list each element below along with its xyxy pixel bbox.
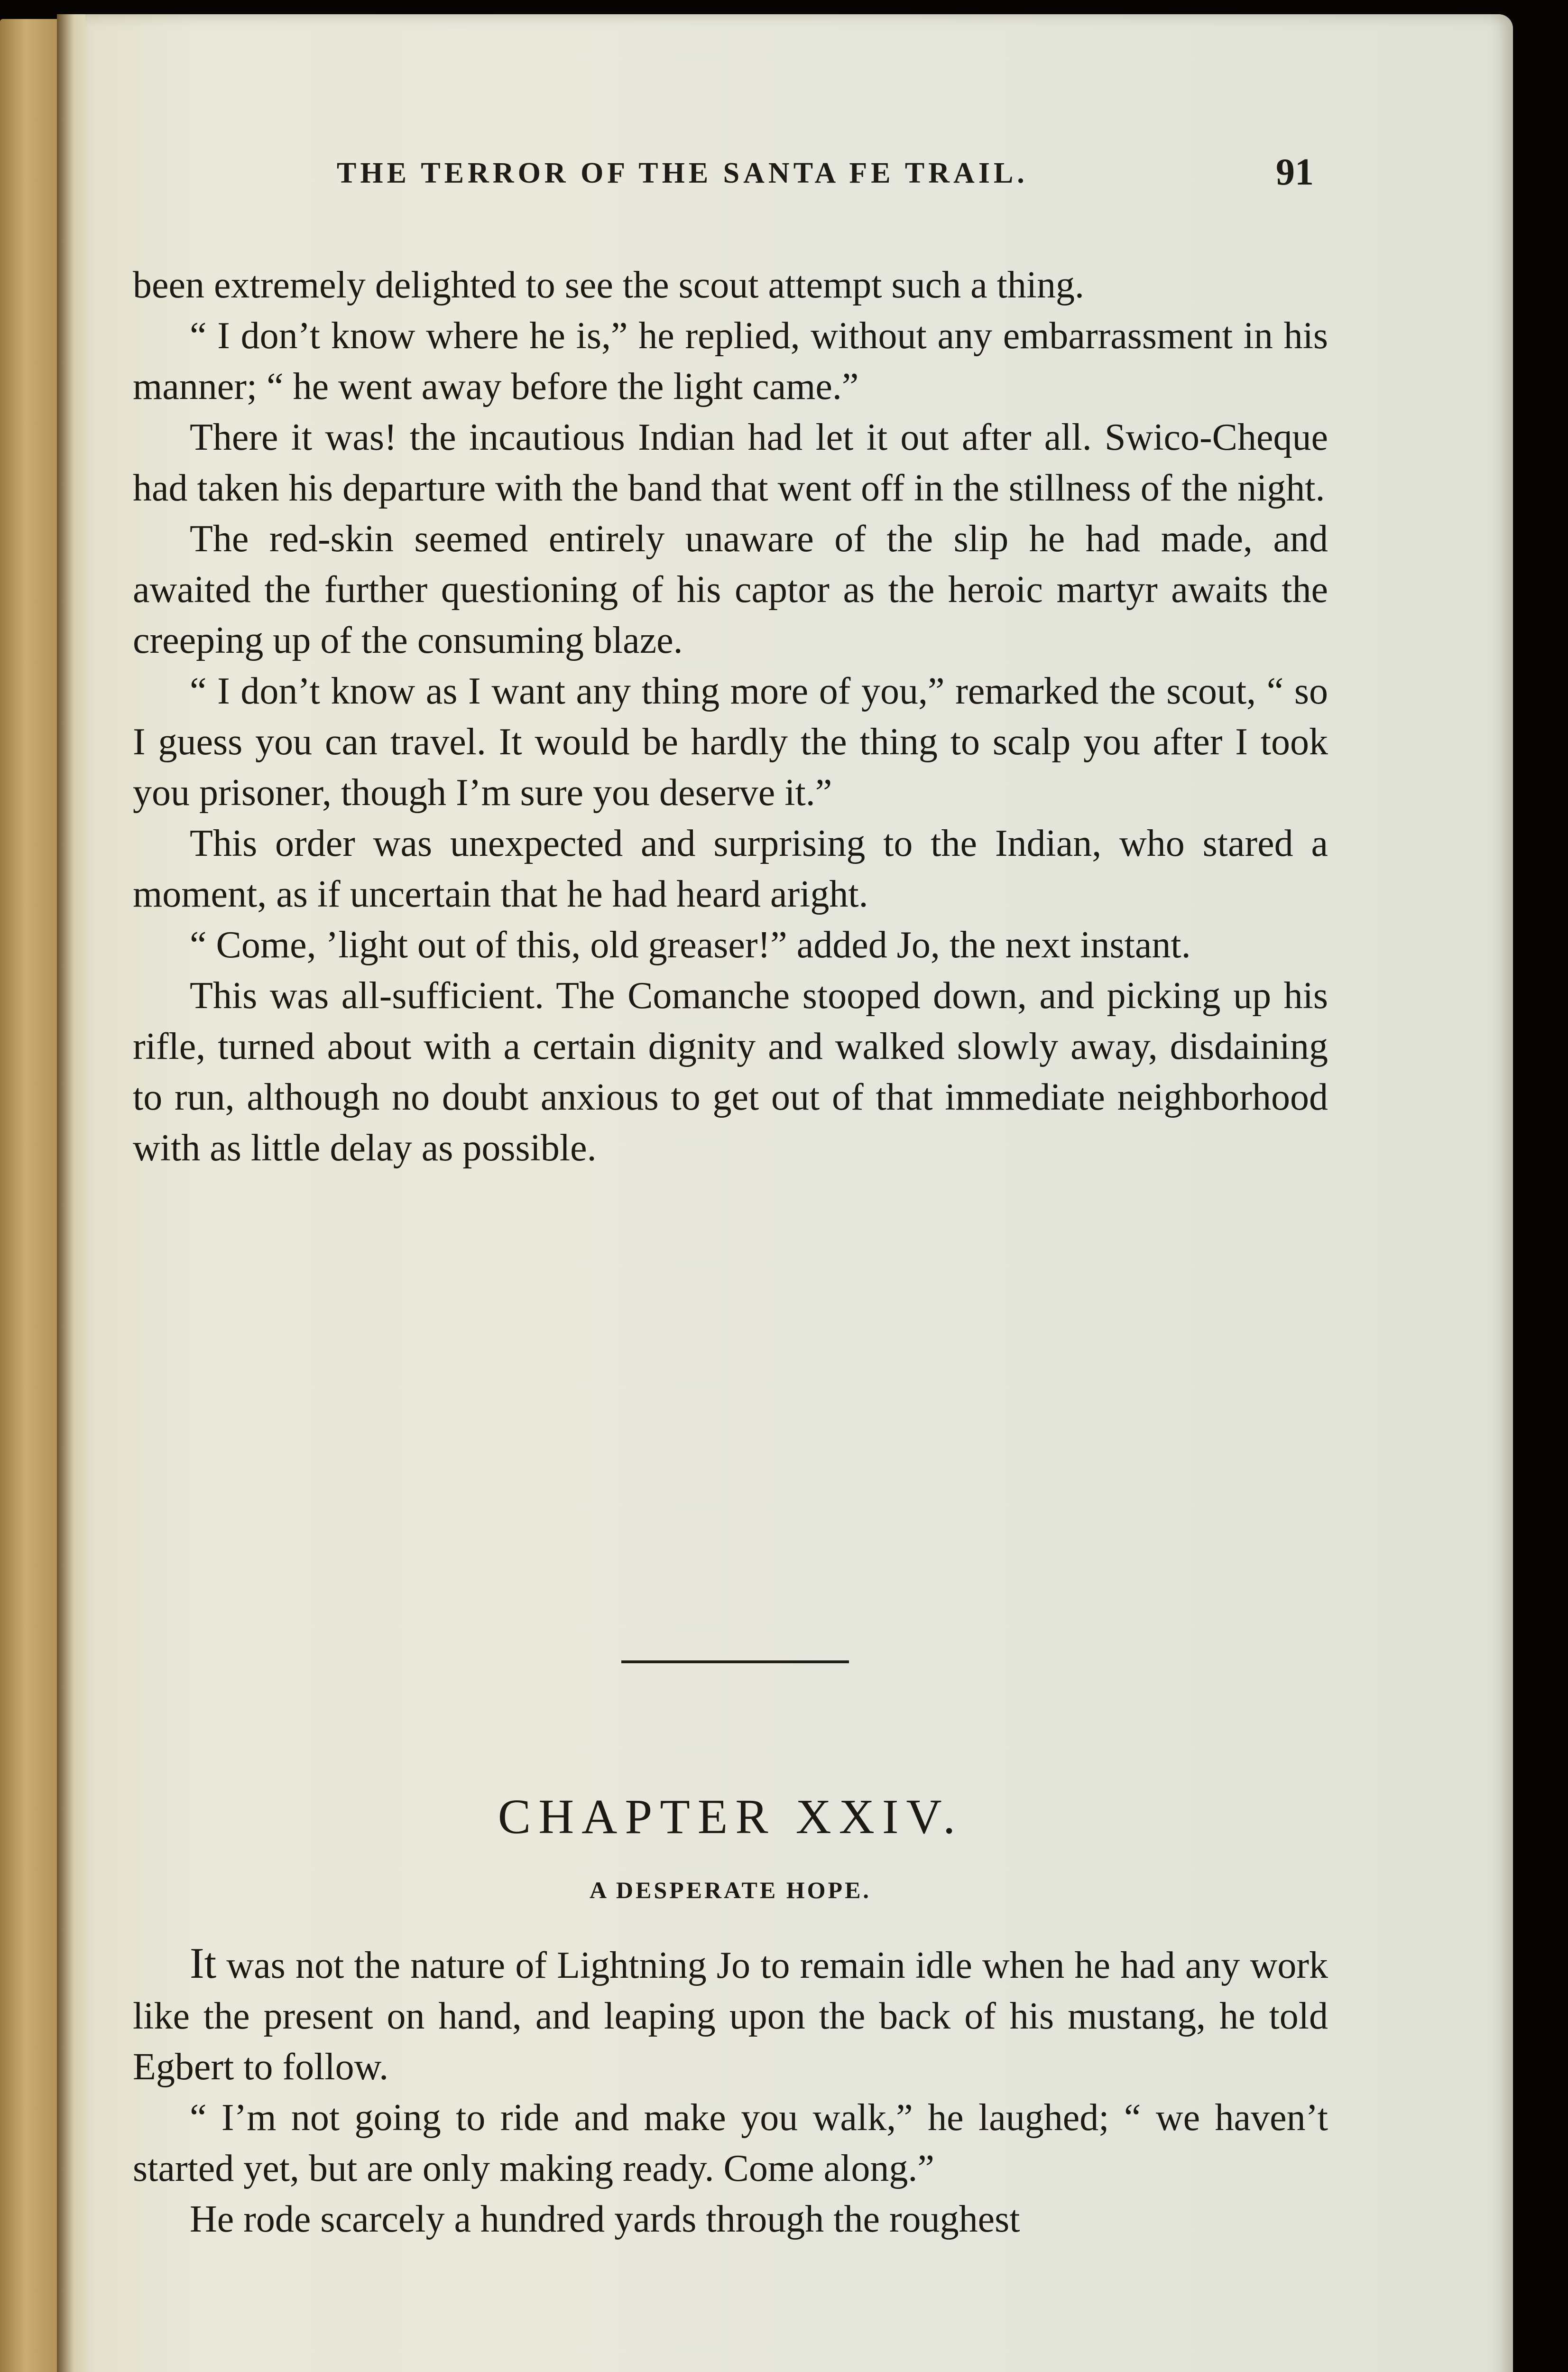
chapter-subtitle: A DESPERATE HOPE. xyxy=(590,1877,871,1903)
paragraph: “ I don’t know where he is,” he replied, without any embarrassment in his manner; “ he went away before the light came.” xyxy=(133,315,1328,408)
opening-paragraph-text: was not the nature of Lightning Jo to remain idle when he had any work like the present on hand, and leaping upon the back of his mustang, he told Egbert to follow. xyxy=(133,1945,1328,2088)
paragraph: “ Come, ’light out of this, old greaser!” added Jo, the next instant. xyxy=(190,924,1191,966)
running-head: THE TERROR OF THE SANTA FE TRAIL. xyxy=(337,157,1028,189)
opening-word: It xyxy=(190,1939,217,1987)
facing-page-edge xyxy=(0,19,57,2372)
paragraph: He rode scarcely a hundred yards through the roughest xyxy=(190,2198,1020,2240)
paragraph: “ I don’t know as I want any thing more of you,” remarked the scout, “ so I guess you can travel. It would be hardly the thing to scalp you after I took you prisoner, though I’m sure you deserve it.” xyxy=(133,670,1328,814)
paragraph: This was all-sufficient. The Comanche stooped down, and picking up his rifle, turned about with a certain dignity and walked slowly away, disdaining to run, although no doubt anxious to get out of that immediate neighborhood with as little delay as possible. xyxy=(133,975,1328,1169)
paragraph: This order was unexpected and surprising to the Indian, who stared a moment, as if uncertain that he had heard aright. xyxy=(133,823,1328,915)
section-rule xyxy=(621,1660,849,1663)
paragraph: “ I’m not going to ride and make you walk,” he laughed; “ we haven’t started yet, but are only making ready. Come along.” xyxy=(133,2097,1328,2189)
text-before-chapter xyxy=(133,260,1328,1174)
paragraph: There it was! the incautious Indian had let it out after all. Swico-Cheque had taken his departure with the band that went off in the stillness of the night. xyxy=(133,417,1328,509)
page-number: 91 xyxy=(1276,151,1314,193)
chapter-opening-text xyxy=(133,1938,1328,2245)
paragraph xyxy=(133,1938,1328,2093)
paragraph: The red-skin seemed entirely unaware of the slip he had made, and awaited the further questioning of his captor as the heroic martyr awaits the creeping up of the consuming blaze. xyxy=(133,518,1328,661)
paragraph: been extremely delighted to see the scout attempt such a thing. xyxy=(133,264,1085,306)
chapter-title: CHAPTER XXIV. xyxy=(498,1789,963,1844)
